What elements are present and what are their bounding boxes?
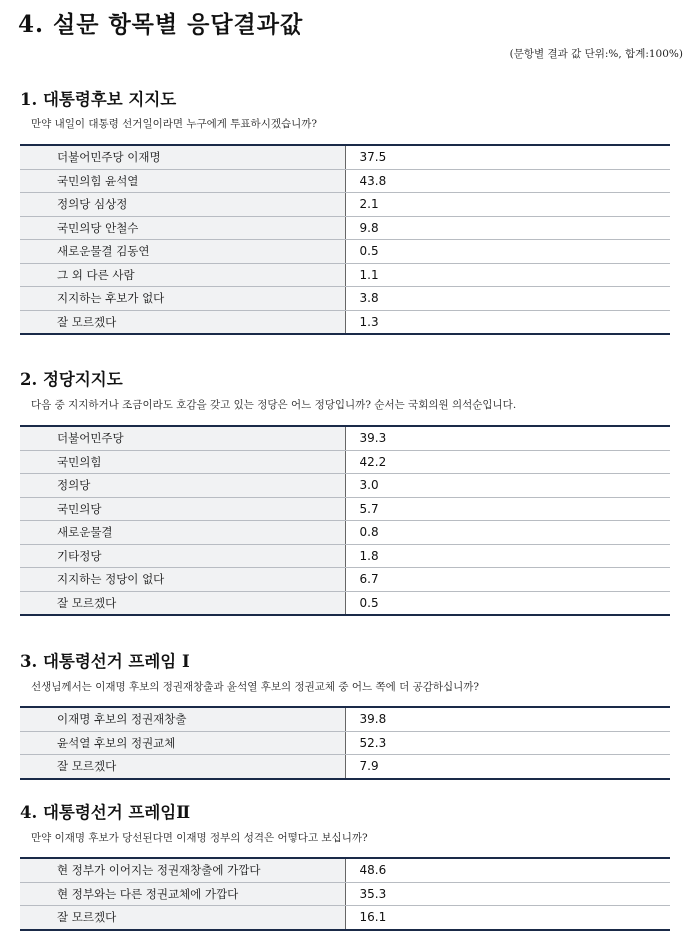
question-candidate-support: 만약 내일이 대통령 선거일이라면 누구에게 투표하시겠습니까?	[31, 118, 318, 130]
row-label: 지지하는 후보가 없다	[20, 287, 345, 311]
row-label: 현 정부와는 다른 정권교체에 가깝다	[20, 882, 345, 906]
table-row	[20, 426, 670, 450]
row-label: 지지하는 정당이 없다	[20, 568, 345, 592]
table-candidate-support	[20, 144, 670, 335]
row-value: 35.3	[345, 882, 670, 906]
table-row	[20, 521, 670, 545]
row-value: 37.5	[345, 145, 670, 169]
row-label: 국민의힘	[20, 450, 345, 474]
row-value: 1.1	[345, 263, 670, 287]
row-value: 3.0	[345, 474, 670, 498]
table-row	[20, 145, 670, 169]
row-label: 국민의당 안철수	[20, 216, 345, 240]
table-frame-1	[20, 706, 670, 780]
table-frame-2	[20, 857, 670, 931]
row-label: 잘 모르겠다	[20, 310, 345, 334]
row-label: 새로운물결 김동연	[20, 240, 345, 264]
table-row	[20, 568, 670, 592]
row-label: 잘 모르겠다	[20, 755, 345, 779]
row-value: 43.8	[345, 169, 670, 193]
table-row	[20, 310, 670, 334]
row-value: 0.5	[359, 595, 379, 610]
row-value: 6.7	[345, 568, 670, 592]
row-label: 현 정부가 이어지는 정권재창출에 가깝다	[20, 858, 345, 882]
section-title-frame-1: 3. 대통령선거 프레임 I	[20, 652, 190, 671]
row-label: 정의당	[20, 474, 345, 498]
row-value: 39.8	[345, 707, 670, 731]
section-title-party-support: 2. 정당지지도	[20, 370, 123, 389]
row-label: 국민의당	[20, 497, 345, 521]
table-row	[20, 193, 670, 217]
table-row	[20, 169, 670, 193]
table-party-support	[20, 425, 670, 616]
row-value: 42.2	[345, 450, 670, 474]
table-row	[20, 731, 670, 755]
table-row	[20, 755, 670, 779]
row-label: 더불어민주당 이재명	[20, 145, 345, 169]
units-note: (문항별 결과 값 단위:%, 합계:100%)	[509, 48, 683, 60]
row-value: 9.8	[345, 216, 670, 240]
table-row	[20, 591, 670, 615]
table-row	[20, 858, 670, 882]
row-label: 잘 모르겠다	[20, 906, 345, 930]
row-value: 48.6	[345, 858, 670, 882]
table-row	[20, 263, 670, 287]
row-label: 윤석열 후보의 정권교체	[20, 731, 345, 755]
row-value: 39.3	[345, 426, 670, 450]
section-title-candidate-support: 1. 대통령후보 지지도	[20, 90, 177, 109]
section-title-frame-2: 4. 대통령선거 프레임Ⅱ	[20, 803, 191, 822]
row-value: 3.8	[345, 287, 670, 311]
table-row	[20, 707, 670, 731]
row-value: 0.5	[345, 240, 670, 264]
row-label: 이재명 후보의 정권재창출	[20, 707, 345, 731]
row-label: 기타정당	[20, 544, 345, 568]
row-label: 새로운물결	[20, 521, 345, 545]
row-value: 0.8	[345, 521, 670, 545]
row-label: 잘 모르겠다	[20, 591, 345, 615]
question-frame-1: 선생님께서는 이재명 후보의 정권재창출과 윤석열 후보의 정권교체 중 어느 쪽에 더 공감하십니까?	[31, 681, 480, 693]
page-title: 4. 설문 항목별 응답결과값	[18, 11, 304, 38]
row-value: 7.9	[359, 759, 379, 774]
row-value: 1.3	[359, 314, 379, 329]
row-value: 5.7	[345, 497, 670, 521]
table-row	[20, 287, 670, 311]
table-row	[20, 450, 670, 474]
row-value: 2.1	[345, 193, 670, 217]
table-row	[20, 882, 670, 906]
table-row	[20, 544, 670, 568]
row-value: 16.1	[359, 910, 387, 925]
row-label: 국민의힘 윤석열	[20, 169, 345, 193]
table-row	[20, 474, 670, 498]
table-row	[20, 240, 670, 264]
row-label: 그 외 다른 사람	[20, 263, 345, 287]
row-value: 52.3	[345, 731, 670, 755]
row-label: 더불어민주당	[20, 426, 345, 450]
row-label: 정의당 심상정	[20, 193, 345, 217]
question-party-support: 다음 중 지지하거나 조금이라도 호감을 갖고 있는 정당은 어느 정당입니까? 순서는 국회의원 의석순입니다.	[31, 399, 517, 411]
table-row	[20, 216, 670, 240]
row-value: 1.8	[345, 544, 670, 568]
question-frame-2: 만약 이재명 후보가 당선된다면 이재명 정부의 성격은 어떻다고 보십니까?	[31, 832, 368, 844]
table-row	[20, 497, 670, 521]
table-row	[20, 906, 670, 930]
